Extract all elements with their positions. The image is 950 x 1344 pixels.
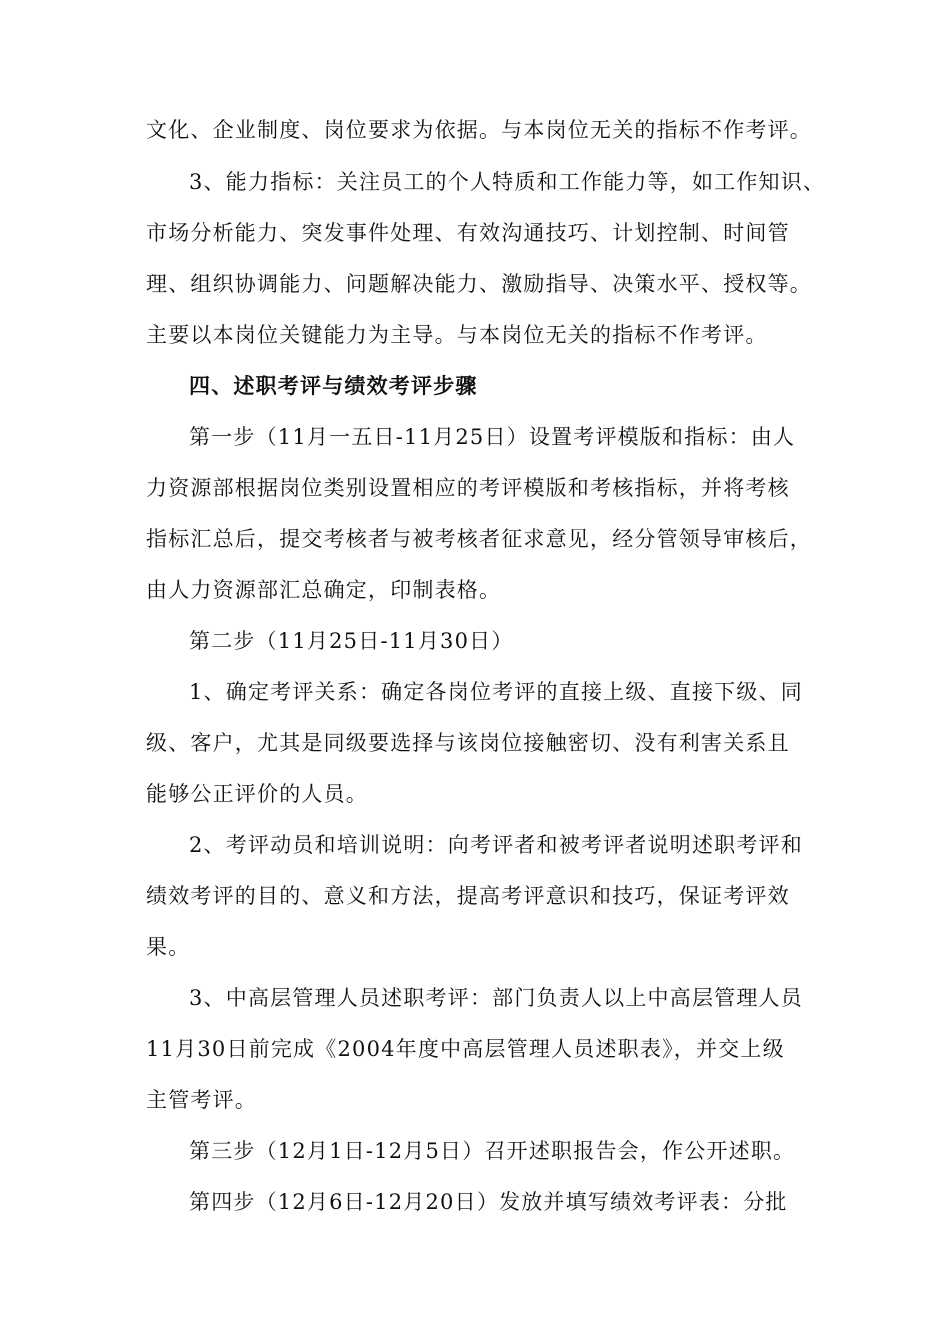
paragraph-line: 第三步（12月1日-12月5日）召开述职报告会，作公开述职。 [189, 1139, 796, 1163]
paragraph-line: 第二步（11月25日-11月30日） [189, 629, 514, 653]
paragraph-line: 级、客户，尤其是同级要选择与该岗位接触密切、没有利害关系且 [146, 731, 790, 755]
paragraph-line: 主要以本岗位关键能力为主导。与本岗位无关的指标不作考评。 [146, 323, 768, 347]
paragraph-line: 果。 [146, 935, 191, 959]
section-heading: 四、述职考评与绩效考评步骤 [189, 374, 478, 398]
paragraph-line: 由人力资源部汇总确定，印制表格。 [146, 578, 502, 602]
paragraph-line: 能够公正评价的人员。 [146, 782, 368, 806]
paragraph-line: 指标汇总后，提交考核者与被考核者征求意见，经分管领导审核后， [146, 527, 812, 551]
paragraph-line: 11月30日前完成《2004年度中高层管理人员述职表》，并交上级 [146, 1037, 785, 1061]
paragraph-line: 力资源部根据岗位类别设置相应的考评模版和考核指标，并将考核 [146, 476, 790, 500]
paragraph-line: 理、组织协调能力、问题解决能力、激励指导、决策水平、授权等。 [146, 272, 812, 296]
paragraph-line: 市场分析能力、突发事件处理、有效沟通技巧、计划控制、时间管 [146, 221, 790, 245]
paragraph-line: 主管考评。 [146, 1088, 257, 1112]
paragraph-line: 第一步（11月一五日-11月25日）设置考评模版和指标：由人 [189, 425, 796, 449]
paragraph-line: 文化、企业制度、岗位要求为依据。与本岗位无关的指标不作考评。 [146, 118, 812, 142]
paragraph-line: 第四步（12月6日-12月20日）发放并填写绩效考评表：分批 [189, 1190, 788, 1214]
paragraph-line: 绩效考评的目的、意义和方法，提高考评意识和技巧，保证考评效 [146, 884, 790, 908]
paragraph-line: 3、中高层管理人员述职考评：部门负责人以上中高层管理人员 [189, 986, 803, 1010]
paragraph-line: 3、能力指标：关注员工的个人特质和工作能力等，如工作知识、 [189, 170, 826, 194]
paragraph-line: 1、确定考评关系：确定各岗位考评的直接上级、直接下级、同 [189, 680, 803, 704]
paragraph-line: 2、考评动员和培训说明：向考评者和被考评者说明述职考评和 [189, 833, 803, 857]
